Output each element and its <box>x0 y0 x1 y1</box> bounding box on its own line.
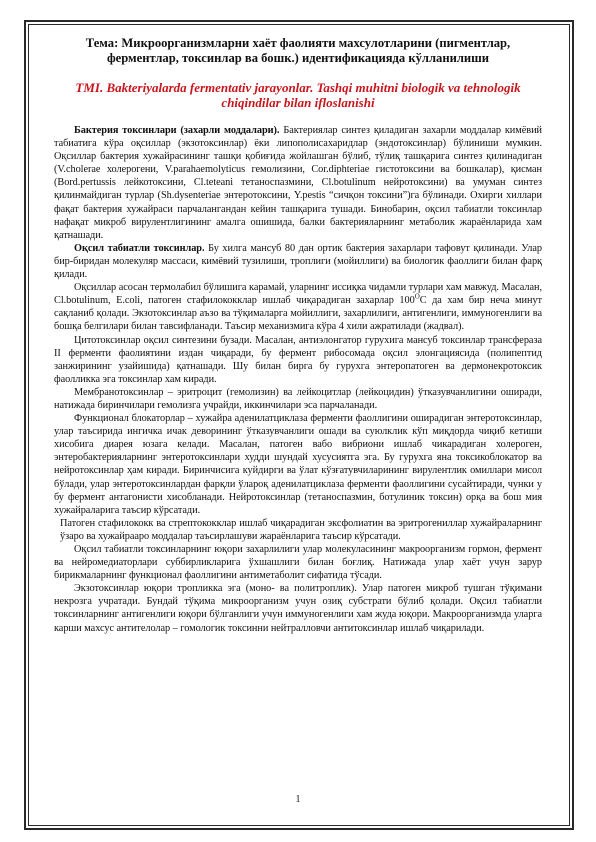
paragraph-cytotoxins: Цитотоксинлар оқсил синтезини бузади. Масалан, антиэлонгатор гурухига мансуб токсинлар трансфераза II ферменти фаолиятини издан чиқаради, бу фермент рибосомада оқсил элонгациясида (полипептид занжирининг узайишида) қатнашади. Шу билан бирга бу гурухга энтеропатоген ва дермонекротоксик фаолликка эга токсинлар хам киради. <box>54 334 542 385</box>
paragraph-functional-blockers: Функционал блокаторлар – хужайра аденилатциклаза ферменти фаоллигини оширадиган энтеротоксинлар, улар таъсирида ингичка ичак деворининг ўтказувчанлиги ошади ва суюлклик кўп миқдорда чиқиб кетиши хисобига диарея юзага келади. Масалан, патоген вабо вибриони ишлаб чикарадиган холероген, энтеробактерияларнинг энтеротоксинлари худди шундай хусусиятга эга. Бу гурухга яна токсикоблокатор ва нейротоксинлар ҳам киради. Биринчисига куйдирги ва ўлат кўзғатувчиларининг вирулентлик омиллари мисол бўлади, улар энтеротоксинлардан фарқли ўлароқ аденилатциклаза ферменти фаоллигини сусайтиради, чунки у бу фермент антагонисти хисобланади. Нейротоксинлар (тетаноспазмин, ботулиник токсин) орқа ва бош мия хужайраларига таъсир кўрсатади. <box>54 413 542 516</box>
paragraph-exotoxins: Экзотоксинлар юқори троплик​ка эга (моно- ва политроплик). Улар патоген микроб тушган тўқимани некрозга учратади. Бундай тўқима микроорганизм учун озиқ субстрати бўлиб қолади. Оқсил табиатли токсинларнинг антигенлиги юқори бўлганлиги учун иммуногенлиги хам жуда юқори. Макроорганизмда уларга карши махсус антителолар – гомологик токсинни нейтралловчи антитоксинлар ишлаб чиқарилади. <box>54 583 542 634</box>
paragraph-membranotoxins: Мембранотоксинлар – эритроцит (гемолизин) ва лейкоцитлар (лейкоцидин) ўтказувчанлигини оширади, натижада биринчилари гемолизга учрайди, иккинчилари эса парчаланади. <box>54 386 542 411</box>
paragraph-text: Бактериялар синтез қиладиган захарли моддалар кимёвий табиатига кўра оқсиллар (экзотоксинлар) ёки липополисахаридлар (эндотоксинлар) бўлиниши мумкин. Оқсиллар бактерия хужайрасининг ташқи қобиғида жойлашган бўлиб, тўлиқ ташқарига синтез қилинадиган (V.cholerae холерогени, V.parahaemolyticus гемолизини, Cor.diphteriae гистотоксини ва бошкалар), қисман (Bord.pertussis лейкотоксини, Cl.teteani тетаноспазмини, Cl.botulinum нейротоксини) ва умуман синтез қилинмайдиган турлар (Sh.dysenteriae энтеротоксини, Y.pestis “сичқон токсини”)га бўлинади. Охирги хиллари фақат бактерия хужайраси парчалангандан кейин ташқарига тушади. Бинобарин, оқсил табиатли токсинлар нафақат микроб вирулентлигининг амалга ошишида, балки бактерияларнинг метаболик жараёнларида хам қатнашади. <box>54 125 542 241</box>
page-number: 1 <box>295 794 301 805</box>
paragraph-text: С да хам бир неча минут сақланиб қолади. Экзотоксинлар аъзо ва тўқималарга мойиллиги, захарлилиги, антигенлиги, иммуногенлиги ва бошқа белгилари билан тавсифланади. Таъсир механизмига кўра 4 хили ажратилади (жадвал). <box>54 295 542 333</box>
paragraph-protein-toxins <box>54 242 542 281</box>
paragraph-toxins-intro <box>54 124 542 242</box>
page-content <box>54 36 542 635</box>
superscript: О <box>414 292 420 301</box>
paragraph-toxicity: Оқсил табиатли токсинларнинг юқори захарлилиги улар молекуласининг макроорганизм гормон, фермент ва нейромедиаторлари суббирликларига ўхшашлиги билан боғлиқ. Натижада улар хаёт учун зарур бирикмаларнинг функционал фаоллигини антиметаболит сифатида тўсади. <box>54 544 542 582</box>
paragraph-exfoliatin: Патоген стафилококк ва стрептококклар ишлаб чиқарадиган эксфолиатин ва эритрогениллар хужайраларнинг ўзаро ва хужайрааро моддалар таъсирлашуви жараёнларига таъсир кўрсатади. <box>60 517 542 542</box>
paragraph-thermostability <box>54 281 542 333</box>
paragraph-text: Оқсиллар асосан термолабил бўлишига карамай, уларнинг иссиқка чидамли турлари хам мавжуд. Масалан, Cl.botulinum, E.coli, патоген стафилококклар ишлаб чиқарадиган захарлар 100 <box>54 282 542 307</box>
paragraph-text: Бу хилга мансуб 80 дан ортик бактерия захарлари тафовут қилинади. Улар бир-биридан молекуляр массаси, кимёвий тузилиши, троплиги (мойиллиги) ва биологик фаоллиги билан фарқ қилади. <box>54 242 542 281</box>
paragraph-lead: Оқсил табиатли токсинлар. <box>74 242 205 254</box>
document-title: Тема: Микроорганизмларни хаёт фаолияти махсулотларини (пигментлар, ферментлар, токсинлар ва бошк.) идентификацияда кўлланилиши <box>85 36 511 65</box>
document-subtitle: TMI. Bakteriyalarda fermentativ jarayonlar. Tashqi muhitni biologik va tehnologik chiqindilar bilan ifloslanishi <box>75 80 521 110</box>
body-text <box>54 124 542 635</box>
paragraph-lead: Бактерия токсинлари (захарли моддалари). <box>74 125 280 136</box>
